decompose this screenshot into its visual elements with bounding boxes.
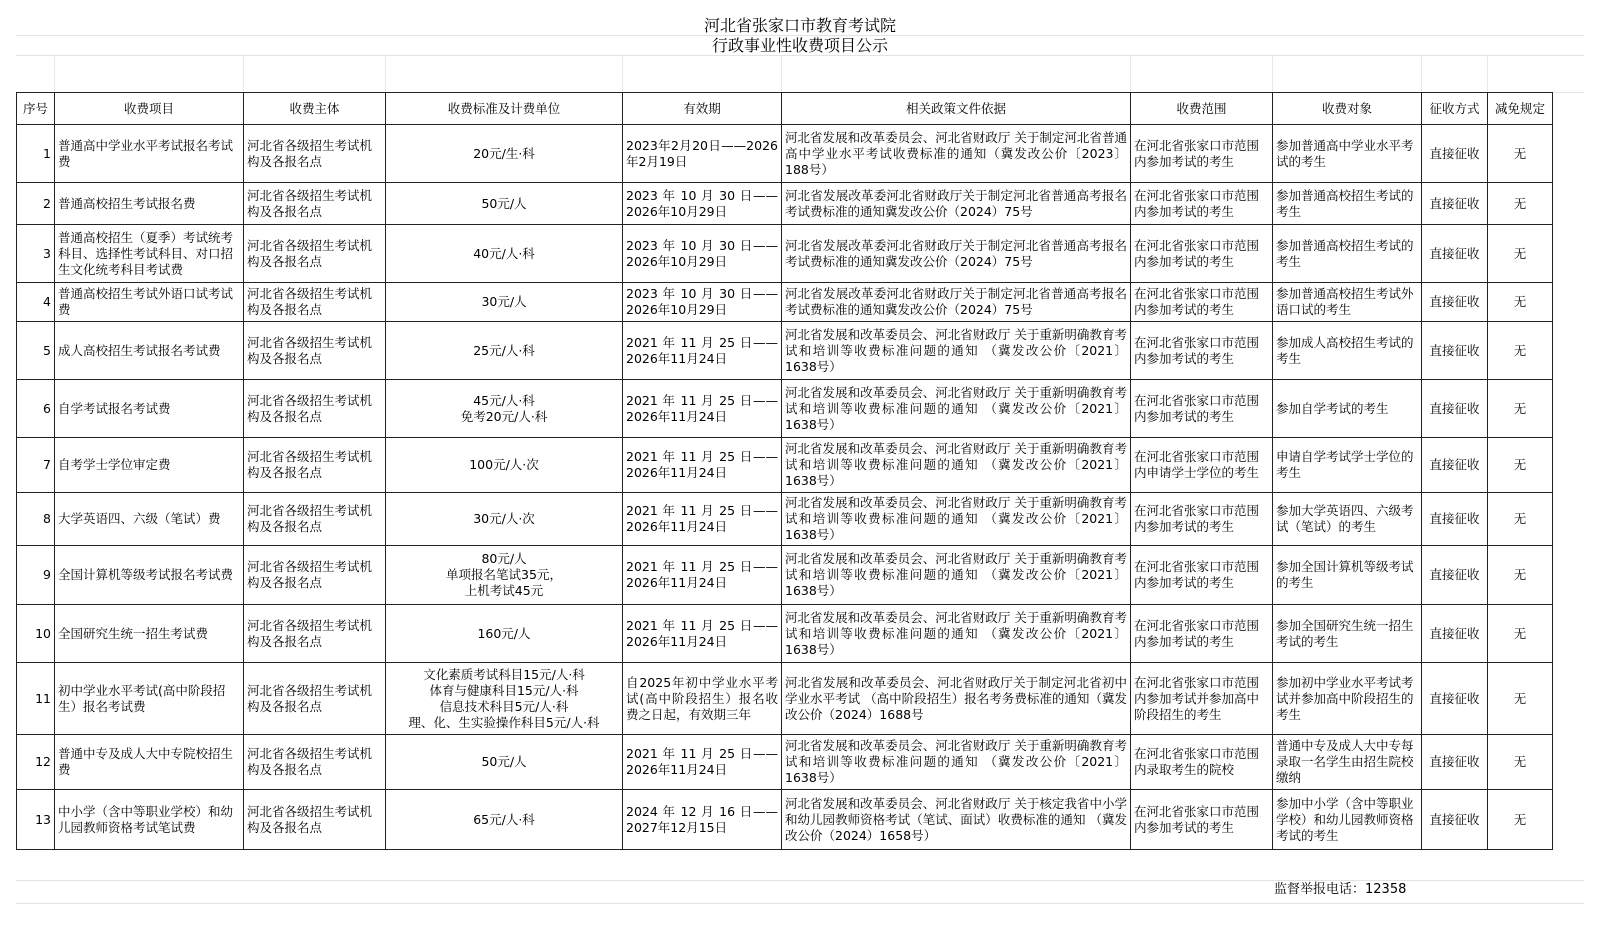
cell-target: 参加全国研究生统一招生考试的考生 (1273, 605, 1422, 663)
cell-no: 6 (17, 380, 55, 438)
cell-policy: 河北省发展改革委河北省财政厅关于制定河北省普通高考报名考试费标准的通知冀发改公价（2024）75号 (782, 225, 1131, 283)
cell-validity: 2021 年 11 月 25 日——2026年11月24日 (623, 546, 782, 605)
cell-no: 3 (17, 225, 55, 283)
cell-policy: 河北省发展和改革委员会、河北省财政厅 关于重新明确教育考试和培训等收费标准问题的通知 （冀发改公价〔2021〕1638号） (782, 322, 1131, 380)
cell-policy: 河北省发展和改革委员会、河北省财政厅 关于重新明确教育考试和培训等收费标准问题的通知 （冀发改公价〔2021〕1638号） (782, 605, 1131, 663)
header-validity: 有效期 (623, 93, 782, 125)
cell-no: 11 (17, 663, 55, 735)
cell-exempt: 无 (1488, 225, 1553, 283)
page-subtitle: 行政事业性收费项目公示 (16, 36, 1584, 56)
header-item: 收费项目 (55, 93, 244, 125)
cell-validity: 自2025年初中学业水平考试(高中阶段招生）报名收费之日起，有效期三年 (623, 663, 782, 735)
cell-subject: 河北省各级招生考试机构及各报名点 (244, 605, 386, 663)
cell-scope: 在河北省张家口市范围内参加考试的考生 (1131, 493, 1273, 546)
cell-item: 普通高校招生（夏季）考试统考科目、选择性考试科目、对口招生文化统考科目考试费 (55, 225, 244, 283)
cell-item: 普通高中学业水平考试报名考试费 (55, 125, 244, 183)
table-row (17, 380, 1553, 438)
cell-validity: 2023 年 10 月 30 日——2026年10月29日 (623, 183, 782, 225)
cell-subject: 河北省各级招生考试机构及各报名点 (244, 125, 386, 183)
standard-line: 单项报名笔试35元， (446, 567, 562, 582)
standard-line: 20元/生·科 (473, 145, 535, 161)
fee-table (16, 92, 1553, 850)
standard-line: 50元/人 (481, 754, 527, 769)
header-no: 序号 (17, 93, 55, 125)
standard-line: 100元/人·次 (469, 457, 539, 472)
cell-subject: 河北省各级招生考试机构及各报名点 (244, 283, 386, 322)
cell-validity: 2021 年 11 月 25 日——2026年11月24日 (623, 322, 782, 380)
cell-method: 直接征收 (1422, 605, 1488, 663)
standard-line: 65元/人·科 (473, 811, 535, 827)
table-row (17, 183, 1553, 225)
table-row (17, 283, 1553, 322)
title-block (16, 16, 1584, 56)
cell-no: 9 (17, 546, 55, 605)
cell-target: 参加普通高校招生考试的考生 (1273, 225, 1422, 283)
cell-method: 直接征收 (1422, 663, 1488, 735)
cell-method: 直接征收 (1422, 322, 1488, 380)
cell-item: 普通高校招生考试报名费 (55, 183, 244, 225)
cell-validity: 2021 年 11 月 25 日——2026年11月24日 (623, 380, 782, 438)
cell-scope: 在河北省张家口市范围内参加考试的考生 (1131, 790, 1273, 850)
table-row (17, 790, 1553, 850)
cell-no: 8 (17, 493, 55, 546)
cell-validity: 2023 年 10 月 30 日——2026年10月29日 (623, 283, 782, 322)
table-row (17, 735, 1553, 790)
table-row (17, 125, 1553, 183)
cell-no: 5 (17, 322, 55, 380)
cell-no: 7 (17, 438, 55, 493)
standard-line: 40元/人·科 (473, 245, 535, 261)
cell-method: 直接征收 (1422, 183, 1488, 225)
standard-line: 理、化、生实验操作科目5元/人·科 (408, 714, 600, 730)
cell-validity: 2021 年 11 月 25 日——2026年11月24日 (623, 735, 782, 790)
cell-no: 12 (17, 735, 55, 790)
cell-scope: 在河北省张家口市范围内参加考试的考生 (1131, 605, 1273, 663)
cell-subject: 河北省各级招生考试机构及各报名点 (244, 493, 386, 546)
cell-scope: 在河北省张家口市范围内参加考试的考生 (1131, 283, 1273, 322)
cell-method: 直接征收 (1422, 493, 1488, 546)
cell-no: 2 (17, 183, 55, 225)
cell-no: 13 (17, 790, 55, 850)
cell-target: 参加中小学（含中等职业学校）和幼儿园教师资格考试的考生 (1273, 790, 1422, 850)
cell-target: 参加普通高中学业水平考试的考生 (1273, 125, 1422, 183)
cell-subject: 河北省各级招生考试机构及各报名点 (244, 225, 386, 283)
table-row (17, 663, 1553, 735)
cell-subject: 河北省各级招生考试机构及各报名点 (244, 546, 386, 605)
cell-validity: 2021 年 11 月 25 日——2026年11月24日 (623, 605, 782, 663)
header-standard: 收费标准及计费单位 (386, 93, 623, 125)
standard-line: 文化素质考试科目15元/人·科 (423, 666, 585, 682)
cell-target: 参加全国计算机等级考试的考生 (1273, 546, 1422, 605)
cell-item: 成人高校招生考试报名考试费 (55, 322, 244, 380)
cell-exempt: 无 (1488, 735, 1553, 790)
cell-method: 直接征收 (1422, 735, 1488, 790)
cell-target: 参加初中学业水平考试考试并参加高中阶段招生的考生 (1273, 663, 1422, 735)
blank-spacer-row (16, 56, 1584, 93)
cell-standard (386, 735, 623, 790)
cell-scope: 在河北省张家口市范围内参加考试的考生 (1131, 380, 1273, 438)
cell-exempt: 无 (1488, 546, 1553, 605)
cell-item: 全国计算机等级考试报名考试费 (55, 546, 244, 605)
page-title: 河北省张家口市教育考试院 (16, 16, 1584, 36)
cell-no: 1 (17, 125, 55, 183)
header-method: 征收方式 (1422, 93, 1488, 125)
cell-exempt: 无 (1488, 663, 1553, 735)
header-policy: 相关政策文件依据 (782, 93, 1131, 125)
cell-standard (386, 283, 623, 322)
cell-subject: 河北省各级招生考试机构及各报名点 (244, 790, 386, 850)
table-row (17, 605, 1553, 663)
fee-table-body (17, 125, 1553, 850)
cell-standard (386, 322, 623, 380)
cell-standard (386, 380, 623, 438)
cell-policy: 河北省发展和改革委员会、河北省财政厅 关于重新明确教育考试和培训等收费标准问题的通知 （冀发改公价〔2021〕1638号） (782, 546, 1131, 605)
standard-line: 体育与健康科目15元/人·科 (429, 682, 579, 698)
cell-target: 参加大学英语四、六级考试（笔试）的考生 (1273, 493, 1422, 546)
standard-line: 45元/人·科 (473, 392, 535, 408)
cell-item: 初中学业水平考试(高中阶段招生）报名考试费 (55, 663, 244, 735)
cell-method: 直接征收 (1422, 125, 1488, 183)
cell-standard (386, 225, 623, 283)
cell-policy: 河北省发展和改革委员会、河北省财政厅 关于核定我省中小学和幼儿园教师资格考试（笔试、面试）收费标准的通知 （冀发改公价（2024）1658号） (782, 790, 1131, 850)
header-scope: 收费范围 (1131, 93, 1273, 125)
standard-line: 免考20元/人·科 (460, 408, 548, 424)
cell-policy: 河北省发展和改革委员会、河北省财政厅关于制定河北省初中学业水平考试 （高中阶段招生）报名考务费标准的通知（冀发改公价（2024）1688号 (782, 663, 1131, 735)
cell-subject: 河北省各级招生考试机构及各报名点 (244, 735, 386, 790)
standard-line: 信息技术科目5元/人·科 (439, 698, 569, 714)
header-exempt: 减免规定 (1488, 93, 1553, 125)
cell-scope: 在河北省张家口市范围内参加考试的考生 (1131, 225, 1273, 283)
cell-subject: 河北省各级招生考试机构及各报名点 (244, 663, 386, 735)
cell-policy: 河北省发展改革委河北省财政厅关于制定河北省普通高考报名考试费标准的通知冀发改公价（2024）75号 (782, 283, 1131, 322)
cell-item: 普通中专及成人大中专院校招生费 (55, 735, 244, 790)
standard-line: 30元/人 (481, 294, 527, 309)
cell-subject: 河北省各级招生考试机构及各报名点 (244, 380, 386, 438)
standard-line: 80元/人 (481, 551, 527, 566)
cell-exempt: 无 (1488, 322, 1553, 380)
cell-validity: 2023 年 10 月 30 日——2026年10月29日 (623, 225, 782, 283)
cell-method: 直接征收 (1422, 790, 1488, 850)
cell-item: 全国研究生统一招生考试费 (55, 605, 244, 663)
cell-target: 参加自学考试的考生 (1273, 380, 1422, 438)
cell-standard (386, 125, 623, 183)
cell-item: 普通高校招生考试外语口试考试费 (55, 283, 244, 322)
cell-item: 中小学（含中等职业学校）和幼儿园教师资格考试笔试费 (55, 790, 244, 850)
cell-policy: 河北省发展改革委河北省财政厅关于制定河北省普通高考报名考试费标准的通知冀发改公价（2024）75号 (782, 183, 1131, 225)
cell-scope: 在河北省张家口市范围内参加考试的考生 (1131, 322, 1273, 380)
cell-target: 参加普通高校招生考试外语口试的考生 (1273, 283, 1422, 322)
cell-method: 直接征收 (1422, 225, 1488, 283)
cell-scope: 在河北省张家口市范围内申请学士学位的考生 (1131, 438, 1273, 493)
standard-line: 上机考试45元 (464, 583, 544, 598)
cell-scope: 在河北省张家口市范围内参加考试的考生 (1131, 183, 1273, 225)
cell-scope: 在河北省张家口市范围内参加考试并参加高中阶段招生的考生 (1131, 663, 1273, 735)
cell-standard (386, 493, 623, 546)
standard-line: 160元/人 (477, 625, 531, 641)
cell-standard (386, 663, 623, 735)
cell-item: 大学英语四、六级（笔试）费 (55, 493, 244, 546)
cell-standard (386, 183, 623, 225)
cell-standard (386, 546, 623, 605)
cell-no: 10 (17, 605, 55, 663)
cell-standard (386, 605, 623, 663)
cell-subject: 河北省各级招生考试机构及各报名点 (244, 438, 386, 493)
cell-exempt: 无 (1488, 183, 1553, 225)
cell-subject: 河北省各级招生考试机构及各报名点 (244, 322, 386, 380)
cell-standard (386, 790, 623, 850)
cell-policy: 河北省发展和改革委员会、河北省财政厅 关于重新明确教育考试和培训等收费标准问题的通知 （冀发改公价〔2021〕1638号） (782, 493, 1131, 546)
table-row (17, 493, 1553, 546)
cell-policy: 河北省发展和改革委员会、河北省财政厅 关于重新明确教育考试和培训等收费标准问题的通知 （冀发改公价〔2021〕1638号） (782, 438, 1131, 493)
cell-exempt: 无 (1488, 493, 1553, 546)
standard-line: 25元/人·科 (473, 342, 535, 358)
header-target: 收费对象 (1273, 93, 1422, 125)
table-row (17, 546, 1553, 605)
cell-exempt: 无 (1488, 283, 1553, 322)
cell-target: 申请自学考试学士学位的考生 (1273, 438, 1422, 493)
header-subject: 收费主体 (244, 93, 386, 125)
cell-target: 参加普通高校招生考试的考生 (1273, 183, 1422, 225)
table-row (17, 225, 1553, 283)
cell-method: 直接征收 (1422, 546, 1488, 605)
cell-method: 直接征收 (1422, 380, 1488, 438)
cell-target: 参加成人高校招生考试的考生 (1273, 322, 1422, 380)
cell-exempt: 无 (1488, 790, 1553, 850)
table-row (17, 438, 1553, 493)
report-phone: 监督举报电话：12358 (1274, 882, 1407, 897)
standard-line: 50元/人 (481, 195, 527, 211)
cell-no: 4 (17, 283, 55, 322)
table-row (17, 322, 1553, 380)
cell-scope: 在河北省张家口市范围内参加考试的考生 (1131, 125, 1273, 183)
cell-policy: 河北省发展和改革委员会、河北省财政厅 关于制定河北省普通高中学业水平考试收费标准的通知（冀发改公价〔2023〕188号） (782, 125, 1131, 183)
cell-item: 自学考试报名考试费 (55, 380, 244, 438)
cell-scope: 在河北省张家口市范围内参加考试的考生 (1131, 546, 1273, 605)
cell-policy: 河北省发展和改革委员会、河北省财政厅 关于重新明确教育考试和培训等收费标准问题的通知 （冀发改公价〔2021〕1638号） (782, 735, 1131, 790)
table-header-row (17, 93, 1553, 125)
cell-scope: 在河北省张家口市范围内录取考生的院校 (1131, 735, 1273, 790)
cell-target: 普通中专及成人大中专每录取一名学生由招生院校缴纳 (1273, 735, 1422, 790)
cell-validity: 2021 年 11 月 25 日——2026年11月24日 (623, 493, 782, 546)
cell-validity: 2021 年 11 月 25 日——2026年11月24日 (623, 438, 782, 493)
standard-line: 30元/人·次 (473, 511, 535, 526)
cell-method: 直接征收 (1422, 283, 1488, 322)
cell-standard (386, 438, 623, 493)
cell-method: 直接征收 (1422, 438, 1488, 493)
cell-item: 自考学士学位审定费 (55, 438, 244, 493)
cell-validity: 2023年2月20日——2026年2月19日 (623, 125, 782, 183)
cell-exempt: 无 (1488, 125, 1553, 183)
cell-exempt: 无 (1488, 605, 1553, 663)
cell-policy: 河北省发展和改革委员会、河北省财政厅 关于重新明确教育考试和培训等收费标准问题的通知 （冀发改公价〔2021〕1638号） (782, 380, 1131, 438)
cell-subject: 河北省各级招生考试机构及各报名点 (244, 183, 386, 225)
cell-exempt: 无 (1488, 438, 1553, 493)
cell-exempt: 无 (1488, 380, 1553, 438)
cell-validity: 2024 年 12 月 16 日——2027年12月15日 (623, 790, 782, 850)
